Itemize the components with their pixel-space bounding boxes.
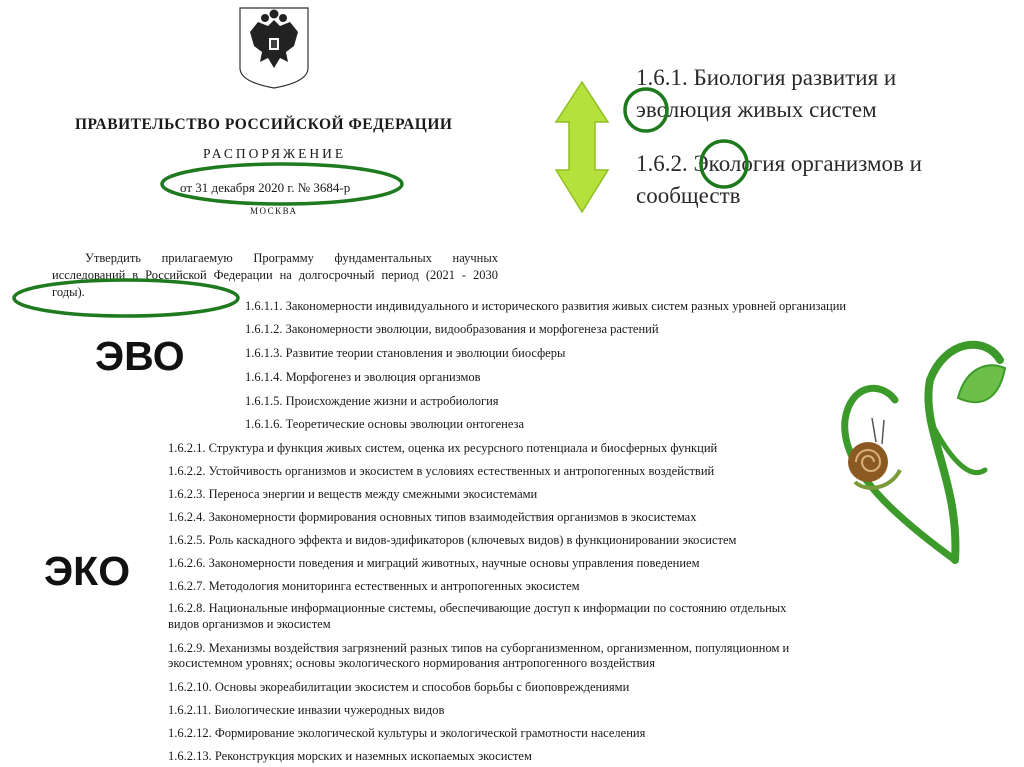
list-item: 1.6.2.4. Закономерности формирования основных типов взаимодействия организмов в экосистемах bbox=[168, 510, 697, 524]
period-highlight-ellipse bbox=[14, 280, 238, 316]
double-arrow-icon bbox=[556, 82, 608, 212]
decree-date: от 31 декабря 2020 г. № 3684-р bbox=[180, 180, 351, 195]
list-item: 1.6.1.1. Закономерности индивидуального и исторического развития живых систем разных уровней организации bbox=[245, 299, 847, 313]
list-item: 1.6.2.8. Национальные информационные системы, обеспечивающие доступ к информации по состоянию отдельных bbox=[168, 601, 787, 615]
list-item: 1.6.1.3. Развитие теории становления и эволюции биосферы bbox=[245, 346, 566, 360]
list-item: 1.6.1.6. Теоретические основы эволюции онтогенеза bbox=[245, 417, 525, 431]
sprout-snail-icon bbox=[845, 345, 1005, 560]
government-title: ПРАВИТЕЛЬСТВО РОССИЙСКОЙ ФЕДЕРАЦИИ bbox=[75, 116, 453, 133]
eko-label: ЭКО bbox=[44, 548, 131, 594]
list-item: 1.6.2.1. Структура и функция живых систем, оценка их ресурсного потенциала и биосферных функций bbox=[168, 441, 718, 455]
list-item: 1.6.2.2. Устойчивость организмов и экосистем в условиях естественных и антропогенных воздействий bbox=[168, 464, 715, 478]
list-item: 1.6.2.13. Реконструкция морских и наземных ископаемых экосистем bbox=[168, 749, 532, 763]
list-item: 1.6.2.9. Механизмы воздействия загрязнений разных типов на суборганизменном, организменном, популяционном и bbox=[168, 641, 790, 655]
approve-paragraph: Утвердить прилагаемую Программу фундаментальных научных исследований в Российской Федерации на долгосрочный период (2021 - 2030 годы). bbox=[52, 251, 498, 299]
heading-1-6-1-cont: эволюция живых систем bbox=[636, 97, 877, 122]
eko-highlight-circle bbox=[701, 141, 747, 187]
list-item: 1.6.2.11. Биологические инвазии чужеродных видов bbox=[168, 703, 445, 717]
list-item: 1.6.2.6. Закономерности поведения и миграций животных, научные основы управления поведением bbox=[168, 556, 700, 570]
list-item: 1.6.2.12. Формирование экологической культуры и экологической грамотности населения bbox=[168, 726, 646, 740]
list-item: 1.6.1.5. Происхождение жизни и астробиология bbox=[245, 394, 499, 408]
date-highlight-ellipse bbox=[162, 164, 402, 204]
evo-highlight-circle bbox=[625, 89, 667, 131]
heading-1-6-1: 1.6.1. Биология развития и bbox=[636, 65, 897, 90]
decree-city: МОСКВА bbox=[250, 206, 298, 216]
list-item: 1.6.2.5. Роль каскадного эффекта и видов-эдификаторов (ключевых видов) в функционировании экосистем bbox=[168, 533, 737, 547]
list-item-cont: экосистемном уровнях; основы экологического нормирования антропогенного воздействия bbox=[168, 656, 655, 670]
decree-title: РАСПОРЯЖЕНИЕ bbox=[203, 146, 347, 161]
list-item: 1.6.2.7. Методология мониторинга естественных и антропогенных экосистем bbox=[168, 579, 580, 593]
list-item: 1.6.2.10. Основы экореабилитации экосистем и способов борьбы с биоповреждениями bbox=[168, 680, 630, 694]
heading-1-6-2: 1.6.2. Экология организмов и bbox=[636, 151, 922, 176]
heading-1-6-2-cont: сообществ bbox=[636, 183, 741, 208]
list-item-cont: видов организмов и экосистем bbox=[168, 617, 331, 631]
list-item: 1.6.2.3. Переноса энергии и веществ между смежными экосистемами bbox=[168, 487, 538, 501]
list-item: 1.6.1.4. Морфогенез и эволюция организмов bbox=[245, 370, 481, 384]
list-item: 1.6.1.2. Закономерности эволюции, видообразования и морфогенеза растений bbox=[245, 322, 659, 336]
evo-label: ЭВО bbox=[95, 333, 185, 379]
